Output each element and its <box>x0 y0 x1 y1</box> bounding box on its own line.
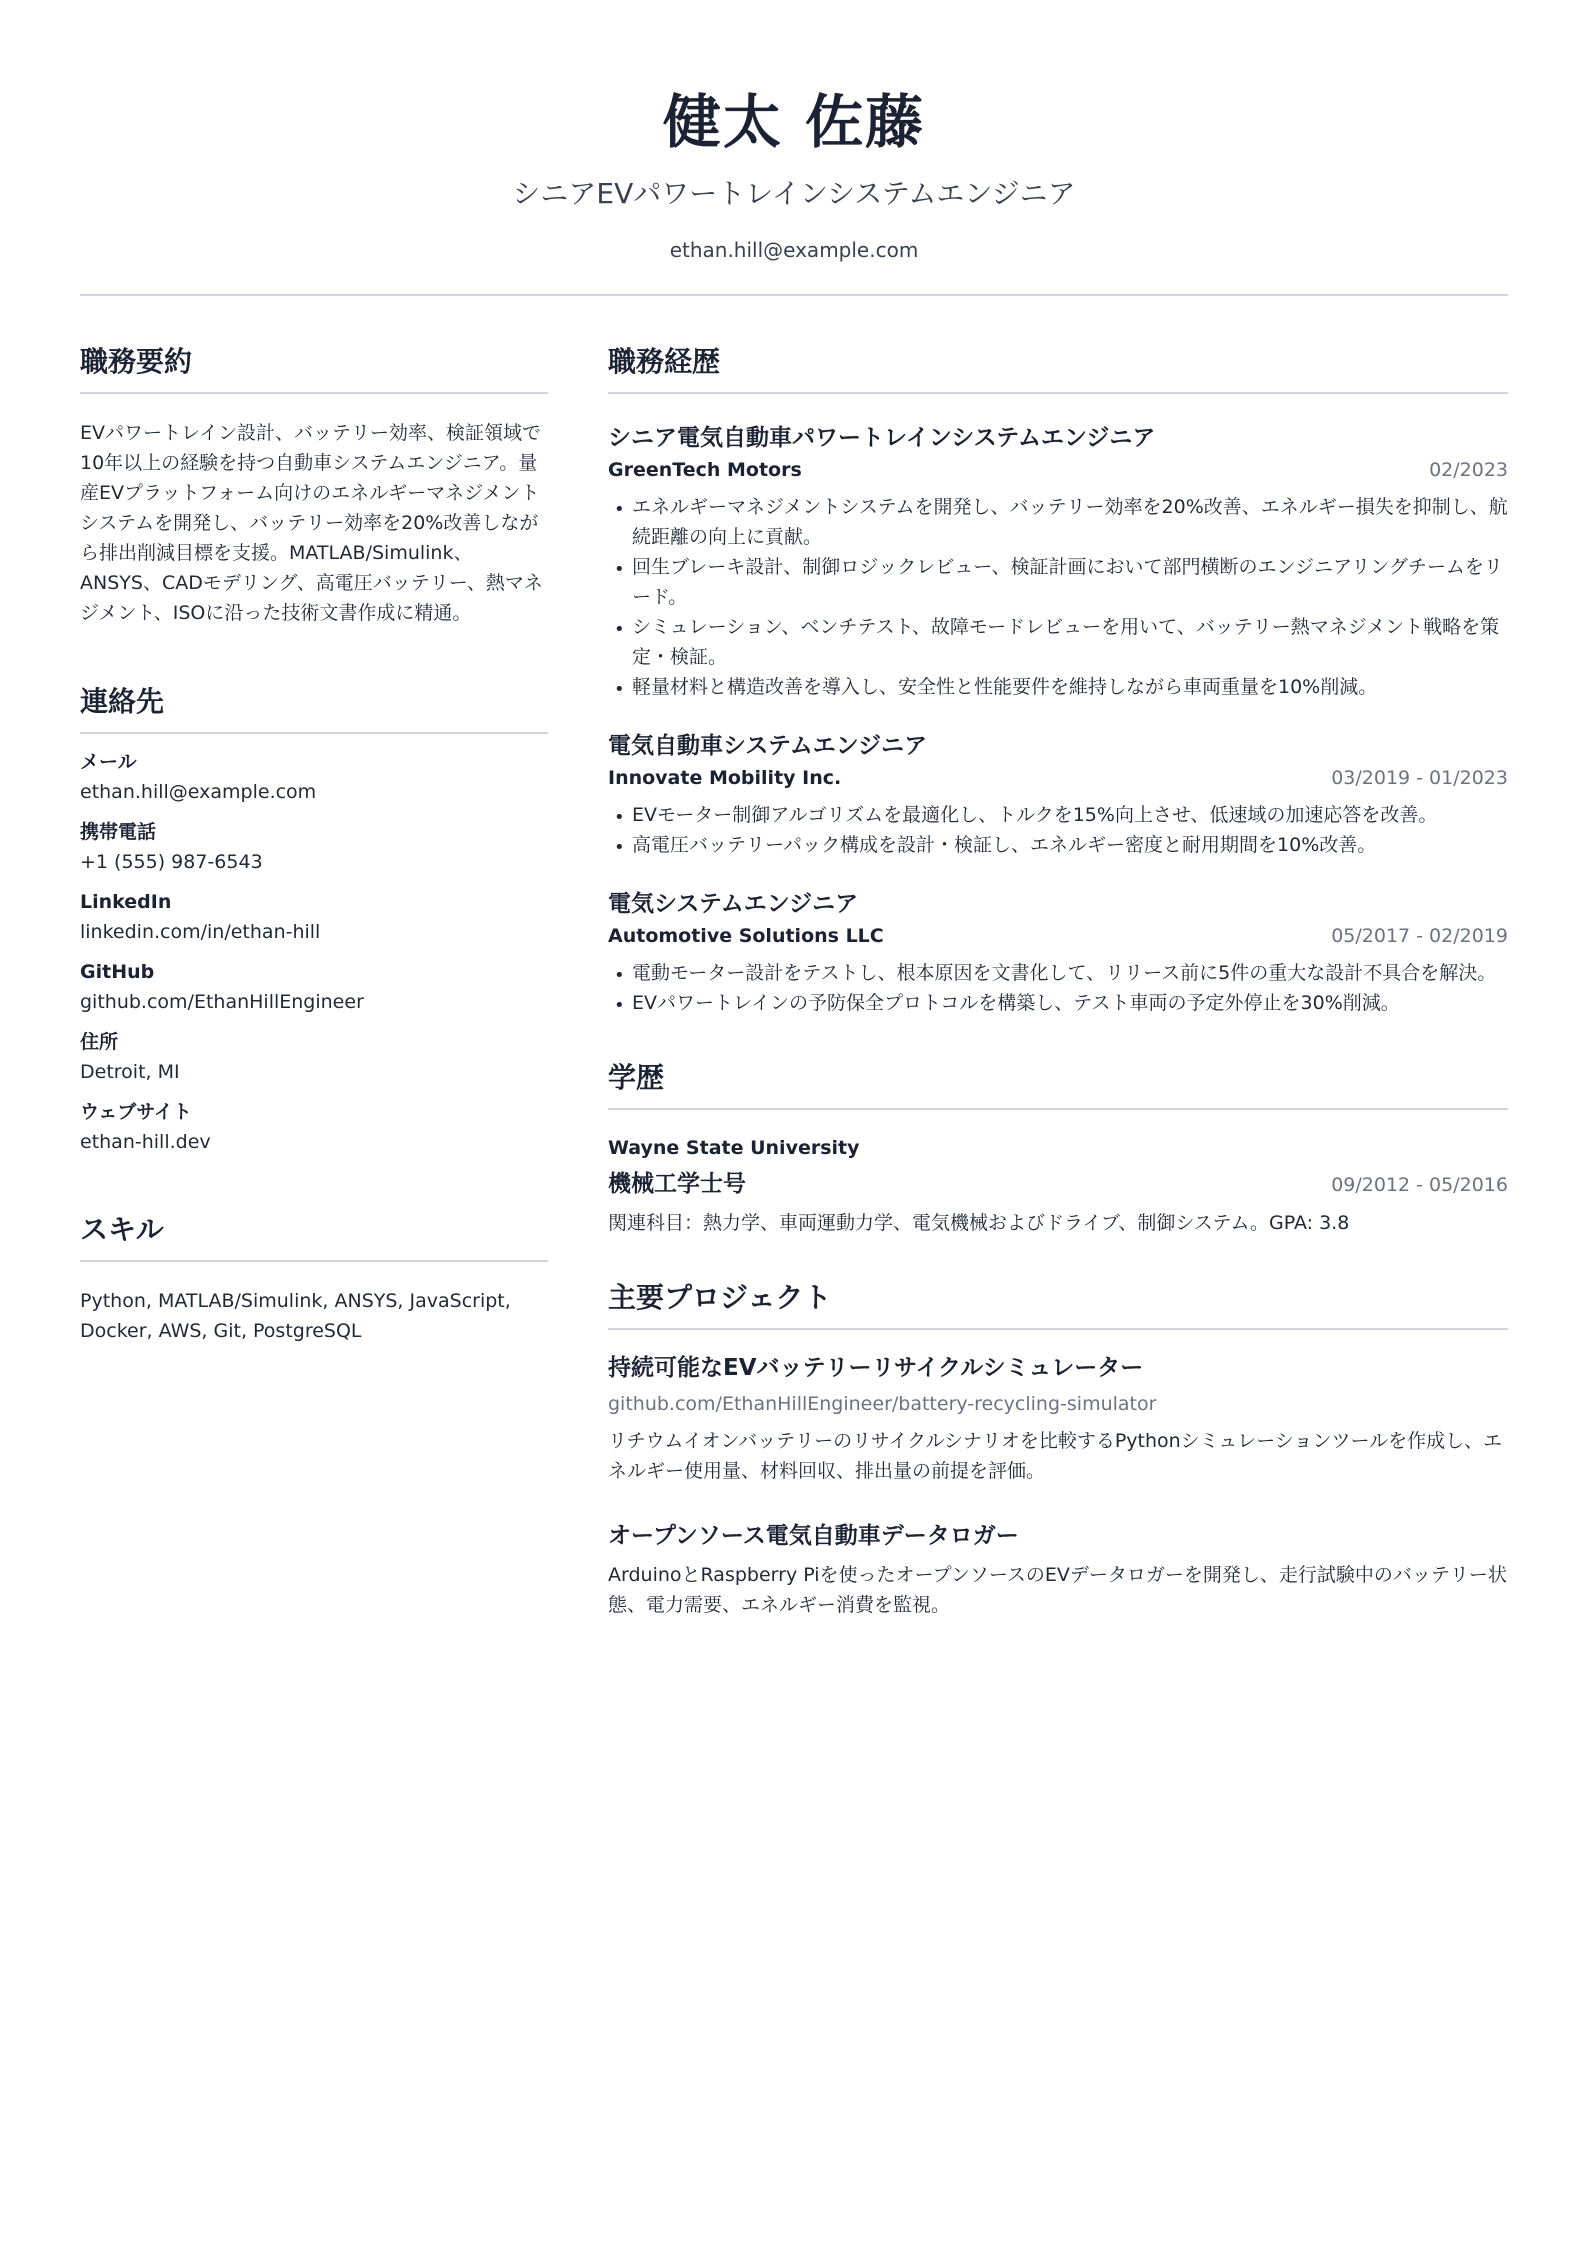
job-meta <box>608 922 1508 950</box>
skills-heading: スキル <box>80 1213 164 1246</box>
job-bullets <box>608 800 1508 860</box>
job-bullets <box>608 492 1508 702</box>
education-date: 09/2012 - 05/2016 <box>1331 1174 1508 1196</box>
job-bullet: • 高電圧バッテリーパック構成を設計・検証し、エネルギー密度と耐用期間を10%改善。 <box>608 830 1508 860</box>
job-bullet: • エネルギーマネジメントシステムを開発し、バッテリー効率を20%改善、エネルギー損失を抑制し、航続距離の向上に貢献。 <box>608 492 1508 552</box>
education-meta <box>608 1168 1508 1200</box>
job-bullet: • EVパワートレインの予防保全プロトコルを構築し、テスト車両の予定外停止を30%削減。 <box>608 988 1508 1018</box>
job-date: 05/2017 - 02/2019 <box>1331 925 1508 947</box>
header-email: ethan.hill@example.com <box>669 238 919 262</box>
projects-heading: 主要プロジェクト <box>608 1281 832 1314</box>
job-date: 03/2019 - 01/2023 <box>1331 767 1508 789</box>
job-bullet: • 軽量材料と構造改善を導入し、安全性と性能要件を維持しながら車両重量を10%削減。 <box>608 672 1508 702</box>
experience-section <box>608 342 1508 1018</box>
project-link[interactable]: github.com/EthanHillEngineer/battery-recycling-simulator <box>608 1393 1157 1415</box>
summary-text: EVパワートレイン設計、バッテリー効率、検証領域で10年以上の経験を持つ自動車システムエンジニア。量産EVプラットフォーム向けのエネルギーマネジメントシステムを開発し、バッテリー効率を20%改善しながら排出削減目標を支援。MATLAB/Simulink、ANSYS、CADモデリング、高電圧バッテリー、熱マネジメント、ISOに沿った技術文書作成に精通。 <box>80 422 543 624</box>
section-divider <box>608 392 1508 394</box>
contact-value-email[interactable]: ethan.hill@example.com <box>80 781 317 803</box>
job-meta <box>608 456 1508 484</box>
section-divider <box>80 392 548 394</box>
summary-section <box>80 342 548 628</box>
project-description: ArduinoとRaspberry Piを使ったオープンソースのEVデータロガーを開発し、走行試験中のバッテリー状態、電力需要、エネルギー消費を監視。 <box>608 1564 1507 1616</box>
section-divider <box>80 1260 548 1262</box>
job-entry <box>608 730 1508 860</box>
job-company: Innovate Mobility Inc. <box>608 767 842 789</box>
education-detail: 関連科目：熱力学、車両運動力学、電気機械およびドライブ、制御システム。GPA: 3.8 <box>608 1212 1350 1234</box>
contact-heading: 連絡先 <box>80 685 165 718</box>
contact-value-linkedin[interactable]: linkedin.com/in/ethan-hill <box>80 921 321 943</box>
project-title: 持続可能なEVバッテリーリサイクルシミュレーター <box>608 1355 1144 1381</box>
job-entry <box>608 888 1508 1018</box>
contact-list <box>80 748 548 1156</box>
project-entry <box>608 1520 1508 1620</box>
education-school: Wayne State University <box>608 1137 860 1159</box>
job-entry <box>608 422 1508 702</box>
job-bullet: • 回生ブレーキ設計、制御ロジックレビュー、検証計画において部門横断のエンジニアリングチームをリード。 <box>608 552 1508 612</box>
job-meta <box>608 764 1508 792</box>
job-bullet: • EVモーター制御アルゴリズムを最適化し、トルクを15%向上させ、低速域の加速応答を改善。 <box>608 800 1508 830</box>
education-heading: 学歴 <box>608 1061 665 1094</box>
summary-heading: 職務要約 <box>80 345 193 378</box>
project-entry <box>608 1352 1508 1486</box>
skills-text: Python, MATLAB/Simulink, ANSYS, JavaScript, Docker, AWS, Git, PostgreSQL <box>80 1290 511 1342</box>
project-title: オープンソース電気自動車データロガー <box>608 1523 1019 1549</box>
header-divider <box>80 294 1508 296</box>
contact-label-website: ウェブサイト <box>80 1101 192 1123</box>
contact-value-address: Detroit, MI <box>80 1061 180 1083</box>
job-date: 02/2023 <box>1429 459 1508 481</box>
candidate-title: シニアEVパワートレインシステムエンジニア <box>512 177 1076 210</box>
projects-section <box>608 1278 1508 1620</box>
section-divider <box>608 1328 1508 1330</box>
education-section <box>608 1058 1508 1238</box>
project-description: リチウムイオンバッテリーのリサイクルシナリオを比較するPythonシミュレーションツールを作成し、エネルギー使用量、材料回収、排出量の前提を評価。 <box>608 1430 1503 1482</box>
education-degree: 機械工学士号 <box>608 1171 746 1197</box>
contact-label-phone: 携帯電話 <box>80 821 157 843</box>
job-title: 電気自動車システムエンジニア <box>608 733 928 759</box>
resume-header <box>80 0 1508 296</box>
skills-section <box>80 1210 548 1346</box>
job-company: Automotive Solutions LLC <box>608 925 884 947</box>
job-title: シニア電気自動車パワートレインシステムエンジニア <box>608 425 1156 451</box>
two-column-body <box>80 342 1508 1660</box>
job-bullets <box>608 958 1508 1018</box>
job-bullet: • シミュレーション、ベンチテスト、故障モードレビューを用いて、バッテリー熱マネジメント戦略を策定・検証。 <box>608 612 1508 672</box>
experience-heading: 職務経歴 <box>608 345 721 378</box>
section-divider <box>608 1108 1508 1110</box>
left-column <box>80 342 548 1660</box>
contact-label-linkedin: LinkedIn <box>80 891 172 913</box>
job-bullet: • 電動モーター設計をテストし、根本原因を文書化して、リリース前に5件の重大な設計不具合を解決。 <box>608 958 1508 988</box>
right-column <box>608 342 1508 1660</box>
candidate-name: 健太 佐藤 <box>662 88 926 156</box>
contact-value-website[interactable]: ethan-hill.dev <box>80 1131 211 1153</box>
contact-label-address: 住所 <box>80 1031 119 1053</box>
contact-label-github: GitHub <box>80 961 155 983</box>
section-divider <box>80 732 548 734</box>
contact-value-phone: +1 (555) 987-6543 <box>80 851 263 873</box>
contact-label-email: メール <box>80 751 137 773</box>
contact-section <box>80 682 548 1156</box>
job-title: 電気システムエンジニア <box>608 891 859 917</box>
contact-value-github[interactable]: github.com/EthanHillEngineer <box>80 991 364 1013</box>
job-company: GreenTech Motors <box>608 459 802 481</box>
